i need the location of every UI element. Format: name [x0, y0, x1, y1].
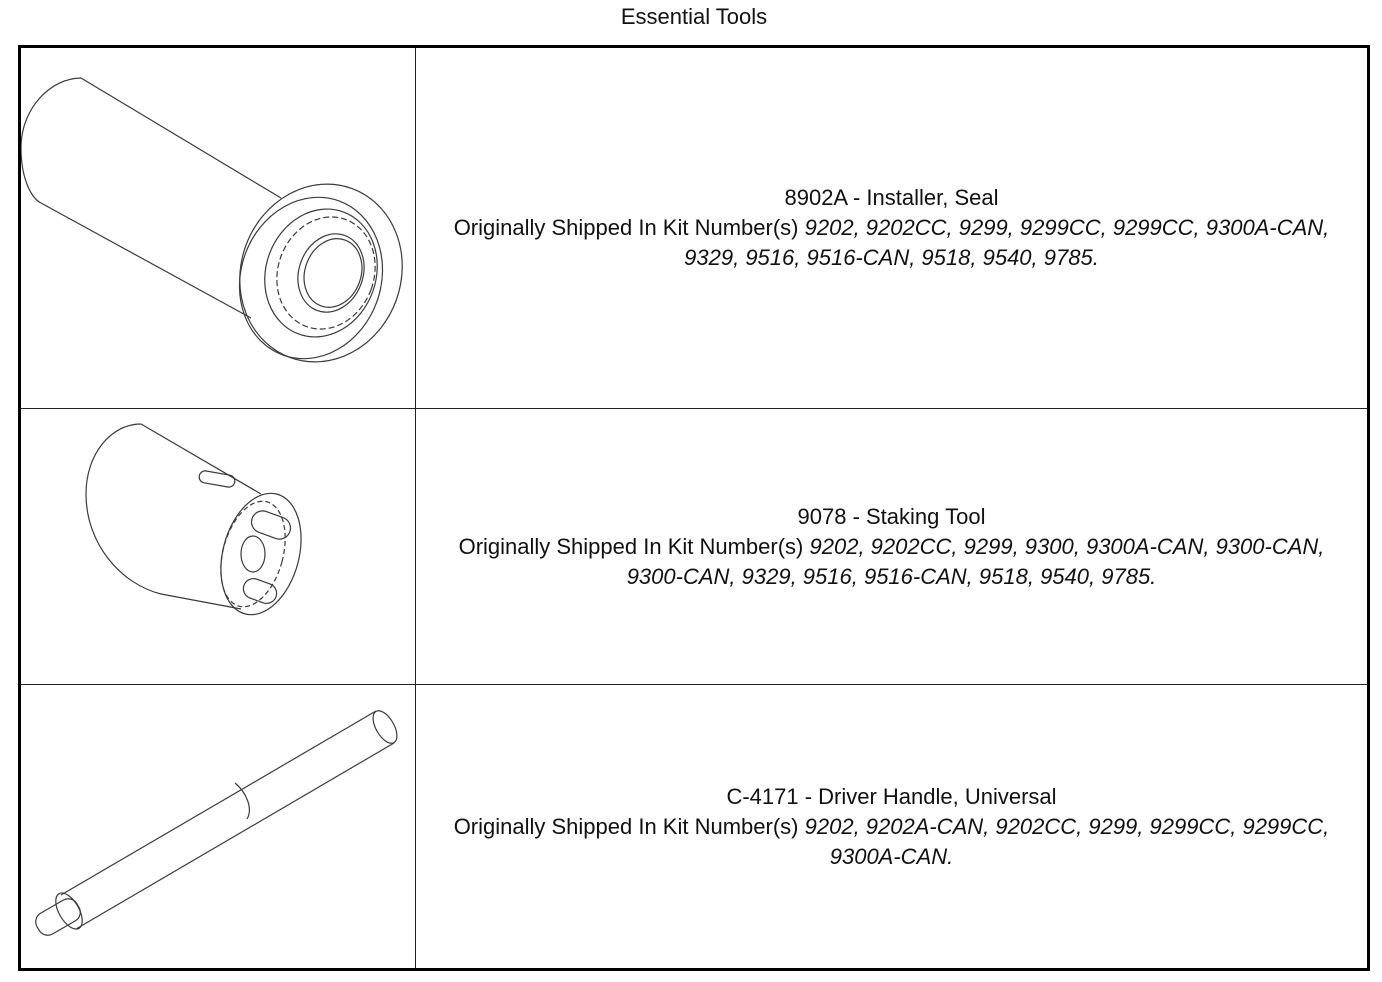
tools-table — [18, 45, 1370, 971]
kit-prefix: Originally Shipped In Kit Number(s) — [453, 215, 799, 240]
tool-row-8902a — [21, 48, 1367, 408]
page-title: Essential Tools — [620, 4, 768, 29]
tool-description — [416, 685, 1367, 968]
driver-handle-drawing — [21, 685, 415, 968]
tool-image-cell — [21, 409, 416, 684]
seal-installer-drawing — [21, 48, 415, 408]
kit-line — [444, 213, 1339, 273]
tool-description — [416, 48, 1367, 408]
tool-name: 8902A - Installer, Seal — [784, 185, 999, 210]
tool-description — [416, 409, 1367, 684]
kit-numbers: 9202, 9202A-CAN, 9202CC, 9299, 9299CC, 9299CC, 9300A-CAN. — [804, 813, 1330, 869]
tool-row-9078 — [21, 408, 1367, 684]
tool-name: C-4171 - Driver Handle, Universal — [726, 783, 1057, 809]
kit-prefix: Originally Shipped In Kit Number(s) — [453, 813, 799, 839]
tool-image-cell — [21, 48, 416, 408]
tool-image-cell — [21, 685, 416, 968]
kit-line — [444, 532, 1339, 592]
kit-numbers: 9202, 9202CC, 9299, 9299CC, 9299CC, 9300A-CAN, 9329, 9516, 9516-CAN, 9518, 9540, 9785. — [684, 215, 1330, 270]
kit-prefix: Originally Shipped In Kit Number(s) — [458, 533, 804, 559]
tool-row-c4171 — [21, 684, 1367, 968]
kit-line — [444, 812, 1339, 872]
staking-tool-drawing — [21, 409, 415, 684]
kit-numbers: 9202, 9202CC, 9299, 9300, 9300A-CAN, 9300-CAN, 9300-CAN, 9329, 9516, 9516-CAN, 9518, 9540, 9785. — [626, 533, 1325, 589]
tool-name: 9078 - Staking Tool — [797, 503, 986, 529]
